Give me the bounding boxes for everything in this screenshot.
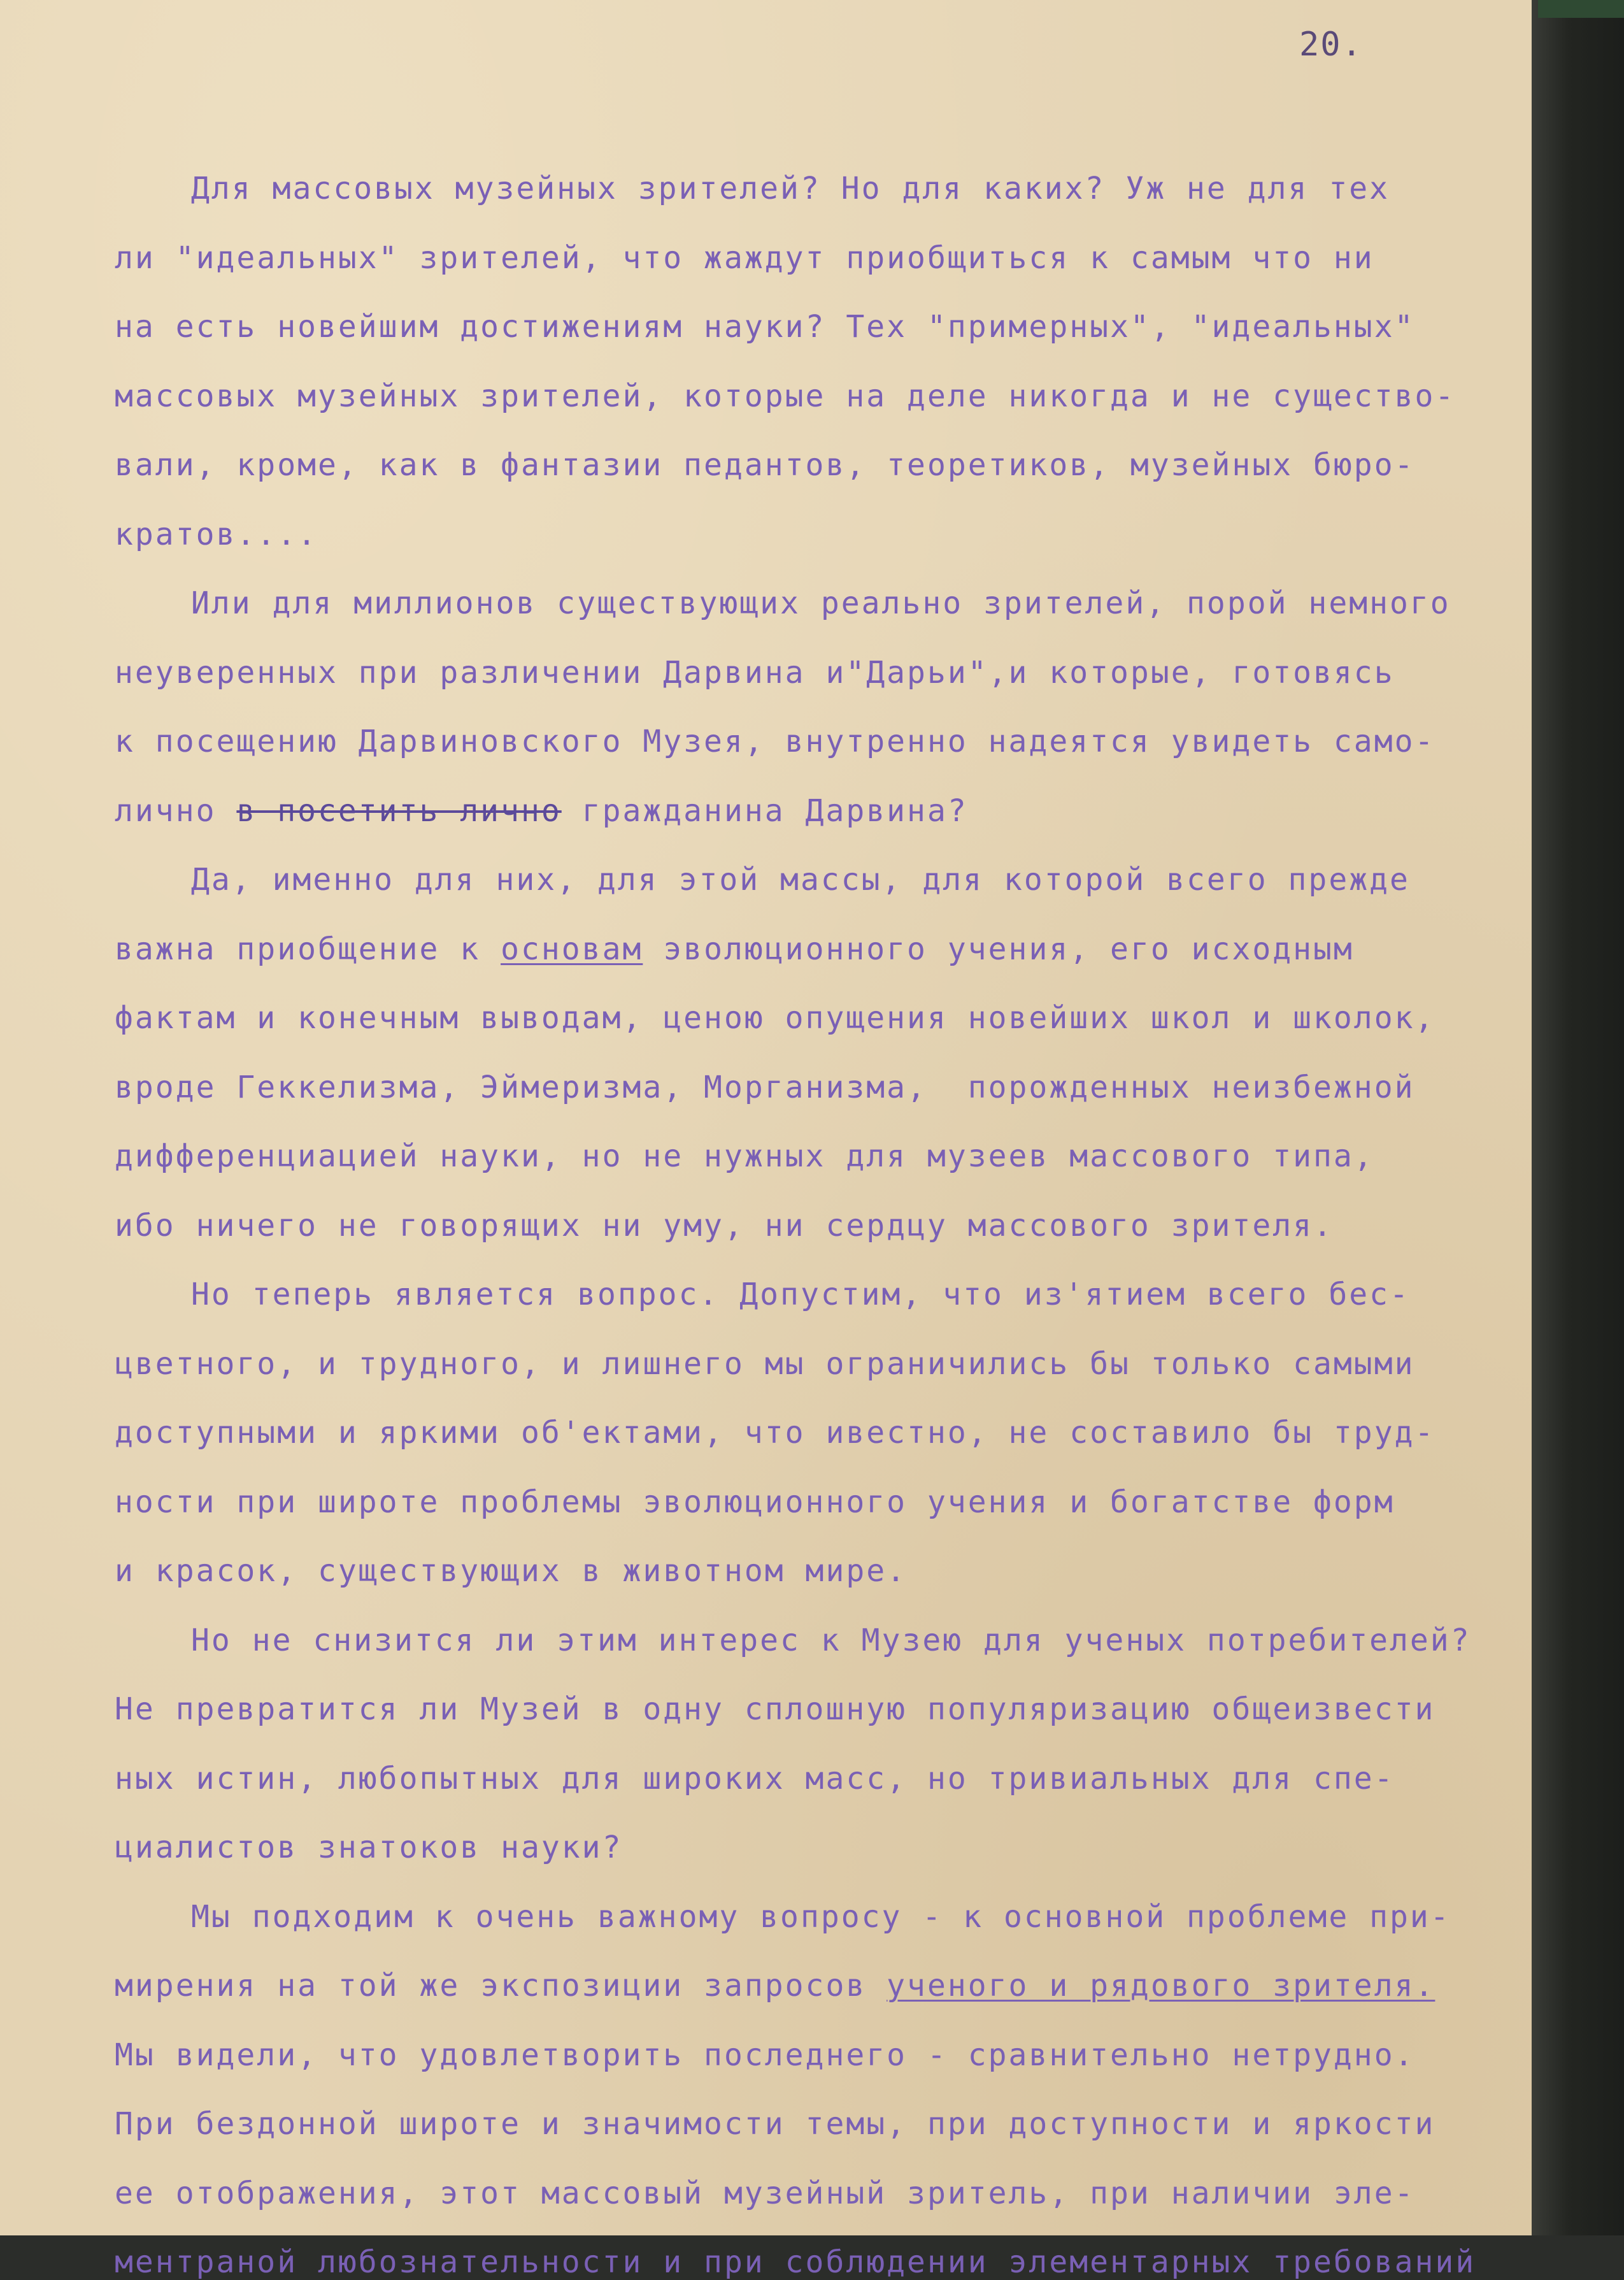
line-text: гражданина Дарвина? [561,792,968,829]
text-line [115,378,1455,414]
line-text: к посещению Дарвиновского Музея, внутренно надеятся увидеть само- [115,724,1435,759]
text-line [115,931,1354,967]
text-line [115,1968,1435,2004]
line-text: лично [115,792,237,829]
text-line [191,862,1410,898]
line-text: ибо ничего не говорящих ни уму, ни сердцу массового зрителя. [115,1207,1334,1244]
text-line [115,309,1415,345]
text-line [191,1899,1451,1935]
text-line [115,517,318,552]
text-line [191,1277,1410,1312]
line-text: ее отображения, этот массовый музейный зритель, при наличии эле- [115,2175,1415,2211]
line-text: вали, кроме, как в фантазии педантов, теоретиков, музейных бюро- [115,447,1415,483]
scan-background-strip [1538,0,1624,18]
scan-background [1532,0,1624,2235]
text-line [115,1761,1395,1796]
text-line [115,1553,907,1589]
line-text: ли "идеальных" зрителей, что жаждут приобщиться к самым что ни [115,240,1374,276]
line-text: массовых музейных зрителей, которые на деле никогда и не существо- [115,378,1456,414]
line-text: Мы видели, что удовлетворить последнего - сравнительно нетрудно. [115,2037,1415,2073]
text-line [191,171,1390,206]
line-text: Для массовых музейных зрителей? Но для каких? Уж не для тех [191,171,1390,206]
text-line [115,1000,1435,1036]
line-text: ности при широте проблемы эволюционного учения и богатстве форм [115,1484,1395,1520]
text-line [115,447,1415,483]
line-text: неуверенных при различении Дарвина и"Дарьи",и которые, готовясь [115,654,1395,691]
line-text: на есть новейшим достижениям науки? Тех "примерных", "идеальных" [115,309,1415,345]
line-text: ных истин, любопытных для широких масс, но тривиальных для спе- [115,1760,1395,1796]
underlined-text: ученого и рядового зрителя. [887,1968,1435,2004]
line-text: цветного, и трудного, и лишнего мы ограничились бы только самыми [115,1345,1415,1382]
text-line [191,585,1451,621]
text-line [115,793,968,829]
text-line [115,1691,1435,1727]
line-text: ментраной любознательности и при соблюдении элементарных требований [115,2244,1476,2280]
line-text: При бездонной широте и значимости темы, при доступности и яркости [115,2106,1435,2142]
text-line [115,240,1374,276]
text-line [191,1623,1471,1658]
text-line [115,724,1435,759]
line-text: и красок, существующих в животном мире. [115,1553,908,1589]
text-line [115,1484,1395,1520]
text-line [115,2037,1415,2073]
line-text: Не превратится ли Музей в одну сплошную популяризацию общеизвести [115,1691,1435,1727]
line-text: Но не снизится ли этим интерес к Музею для ученых потребителей? [191,1622,1471,1658]
text-line [115,1070,1415,1105]
line-text: кратов.... [115,516,318,552]
line-text: Да, именно для них, для этой массы, для которой всего прежде [191,862,1410,898]
line-text: Или для миллионов существующих реально зрителей, порой немного [191,585,1451,621]
line-text: фактам и конечным выводам, ценою опущения новейших школ и школок, [115,1000,1435,1036]
text-line [115,2106,1435,2142]
struck-out-text: в посетить лично [236,792,562,829]
text-line [115,1346,1415,1382]
line-text: мирения на той же экспозиции запросов [115,1968,887,2004]
line-text: эволюционного учения, его исходным [643,931,1354,967]
text-line [115,1138,1374,1174]
line-text: Мы подходим к очень важному вопросу - к основной проблеме при- [191,1898,1451,1935]
page-number: 20. [1299,25,1363,64]
line-text: доступными и яркими об'ектами, что ивестно, не составило бы труд- [115,1415,1435,1451]
underlined-text: основам [501,931,643,967]
line-text: дифференциацией науки, но не нужных для музеев массового типа, [115,1138,1374,1174]
text-line [115,2176,1415,2211]
text-line [115,1208,1334,1244]
text-line [115,1415,1435,1451]
line-text: важна приобщение к [115,931,501,967]
line-text: Но теперь является вопрос. Допустим, что из'ятием всего бес- [191,1277,1410,1312]
line-text: вроде Геккелизма, Эймеризма, Морганизма, порожденных неизбежной [115,1069,1415,1105]
line-text: циалистов знатоков науки? [115,1830,623,1865]
text-line [115,2244,1476,2280]
text-line [115,1830,622,1865]
text-line [115,655,1395,691]
